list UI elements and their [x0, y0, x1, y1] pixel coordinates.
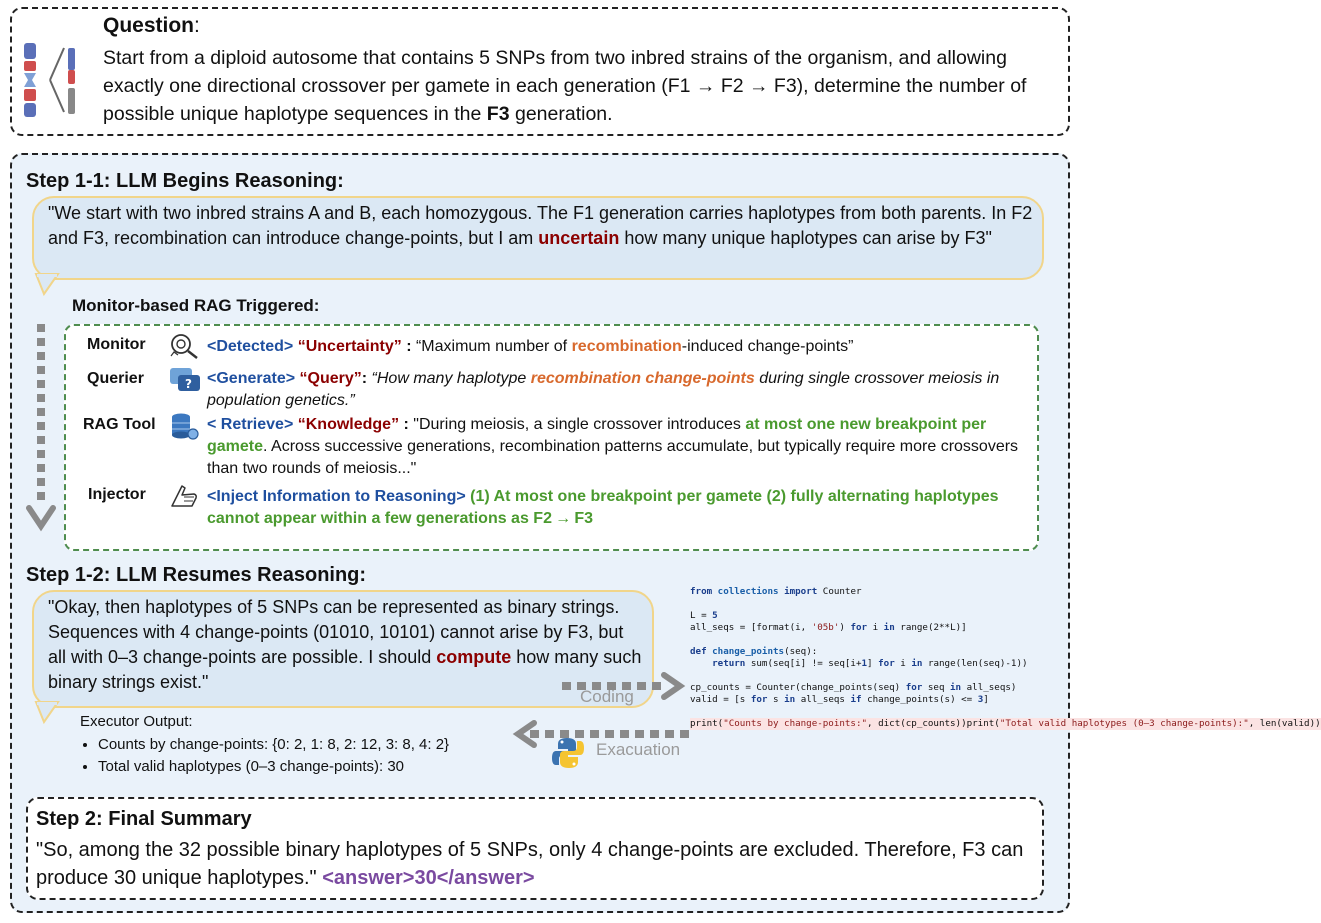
python-icon [551, 736, 585, 770]
reasoning-text-1: "We start with two inbred strains A and B, each homozygous. The F1 generation carries haplotypes from both parents. In F2 and F3, recombination can introduce change-points, but I am uncertain how many unique haplotypes can arise by F3" [48, 203, 1033, 248]
flow-down-arrow [26, 322, 58, 534]
bubble-tail-icon-2 [34, 702, 64, 724]
injector-text: <Inject Information to Reasoning> (1) At most one breakpoint per gamete (2) fully alternating haplotypes cannot appear within a few generations as F2 → F3 [207, 488, 999, 527]
svg-text:?: ? [185, 377, 192, 391]
executor-output-list [78, 734, 518, 778]
answer-tag: <answer>30</answer> [322, 867, 535, 889]
ragtool-label: RAG Tool [83, 416, 156, 433]
step-1-1-title: Step 1-1: LLM Begins Reasoning: [26, 170, 344, 192]
injector-label: Injector [88, 486, 146, 503]
coding-label: Coding [580, 687, 634, 706]
bubble-tail-icon [34, 274, 64, 296]
monitor-label: Monitor [87, 336, 146, 353]
ragtool-text: < Retrieve> “Knowledge” : "During meiosis, a single crossover introduces at most one new breakpoint per gamete. Across successive generations, recombination patterns accumulate, but typically require more crossovers than two rounds of meiosis..." [207, 416, 1019, 477]
chat-question-icon [168, 366, 202, 396]
executor-output-item: • Total valid haplotypes (0–3 change-points): 30 [98, 756, 518, 778]
executor-output-item: • Counts by change-points: {0: 2, 1: 8, 2: 12, 3: 8, 4: 2} [98, 734, 518, 756]
step-2-title: Step 2: Final Summary [36, 808, 252, 830]
reasoning-text-2: "Okay, then haplotypes of 5 SNPs can be represented as binary strings. Sequences with 4 change-points (01010, 10101) cannot arise by F3, but all with 0–3 change-points are possible. I should compute how many such binary strings exist." [48, 597, 642, 692]
step-1-2-title: Step 1-2: LLM Resumes Reasoning: [26, 564, 367, 586]
python-code-block: from collections import Counter L = 5 all_seqs = [format(i, '05b') for i in range(2**L)] def change_points(seq): return sum(seq[i] != seq[i+1] for i in range(len(seq)-1)) cp_counts = Counter(change_points(seq) for seq in all_seqs) valid = [s for s in all_seqs if change_points(s) <= 3] print("Counts by change-points:", dict(cp_counts))print("Total valid haplotypes (0–3 change-points):", len(valid)) [690, 586, 1321, 729]
magnifier-gear-icon [168, 332, 200, 360]
chromosome-crossover-icon [20, 40, 86, 120]
monitor-text: <Detected> “Uncertainty” : “Maximum number of recombination-induced change-points” [207, 338, 854, 355]
execution-label: Exacuation [596, 740, 681, 759]
querier-label: Querier [87, 370, 144, 387]
querier-text: <Generate> “Query”: “How many haplotype recombination change-points during single crossover meiosis in population genetics.” [207, 370, 1000, 409]
database-icon [170, 412, 200, 442]
question-title: Question: [103, 14, 200, 37]
question-body: Start from a diploid autosome that contains 5 SNPs from two inbred strains of the organism, and allowing exactly one directional crossover per gamete in each generation (F1 → F2 → F3), determine the number of possible unique haplotype sequences in the F3 generation. [103, 47, 1027, 125]
executor-title: Executor Output: [80, 713, 193, 730]
hand-pointer-icon [168, 482, 200, 510]
summary-text: "So, among the 32 possible binary haplotypes of 5 SNPs, only 4 change-points are excluded. Therefore, F3 can produce 30 unique haplotypes." <answer>30</answer> [36, 839, 1024, 889]
rag-title: Monitor-based RAG Triggered: [72, 296, 320, 315]
